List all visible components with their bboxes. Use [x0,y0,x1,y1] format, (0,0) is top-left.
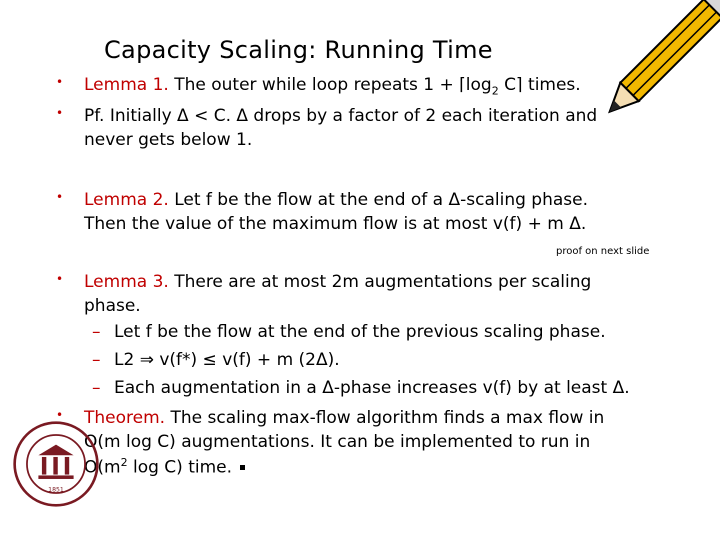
lemma3-text: There are at most 2m augmentations per scaling [174,272,592,292]
lemma2-line2: Then the value of the maximum flow is at most v(f) + m Δ. [84,214,587,234]
lemma3-label: Lemma 3. [84,272,169,292]
lemma1-subscript: 2 [491,84,499,98]
sub-bullet: – [92,350,101,370]
bullet: • [56,408,64,422]
lemma3-line2: phase. [84,296,141,316]
sub-bullet: – [92,322,101,342]
theorem-line3-part: log C) time. [127,457,233,478]
lemma2-label: Lemma 2. [84,190,169,210]
lemma2-line1 [84,190,588,210]
lemma3-line1 [84,272,591,292]
slide-title: Capacity Scaling: Running Time [104,36,493,64]
sub-bullet: – [92,378,101,398]
lemma1-text2: C⌉ times. [498,75,581,95]
seal-year: 1851 [48,486,64,494]
lemma3-sub-item: Each augmentation in a Δ-phase increases v(f) by at least Δ. [114,378,630,398]
bullet: • [56,272,64,286]
lemma2-text: Let f be the flow at the end of a Δ-scaling phase. [174,190,588,210]
lemma1-text: The outer while loop repeats 1 + ⌈log [174,75,492,95]
pf-line1 [84,106,597,126]
pf-line2: never gets below 1. [84,130,253,150]
theorem-text: The scaling max-flow algorithm finds a max flow in [170,408,605,428]
theorem-superscript: 2 [120,456,128,469]
bullet: • [56,106,64,120]
lemma3-sub-item: L2 ⇒ v(f*) ≤ v(f) + m (2Δ). [114,350,340,370]
bullet: • [56,190,64,204]
theorem-line3 [84,456,245,478]
pencil-icon [580,0,720,140]
theorem-line2: O(m log C) augmentations. It can be implemented to run in [84,432,591,452]
university-seal-logo [12,420,100,508]
theorem-line3-part: O(m [84,457,121,478]
lemma1-label: Lemma 1. [84,75,169,95]
theorem-line1 [84,408,604,428]
proof-note: proof on next slide [556,246,650,257]
theorem-label: Theorem. [84,408,166,428]
bullet: • [56,75,64,89]
qed-mark [240,465,245,470]
lemma3-sub-item: Let f be the flow at the end of the previous scaling phase. [114,322,606,342]
lemma1-line [84,75,581,97]
pf-text: Initially Δ < C. Δ drops by a factor of 2 each iteration and [109,106,598,126]
pf-label: Pf. [84,106,105,126]
